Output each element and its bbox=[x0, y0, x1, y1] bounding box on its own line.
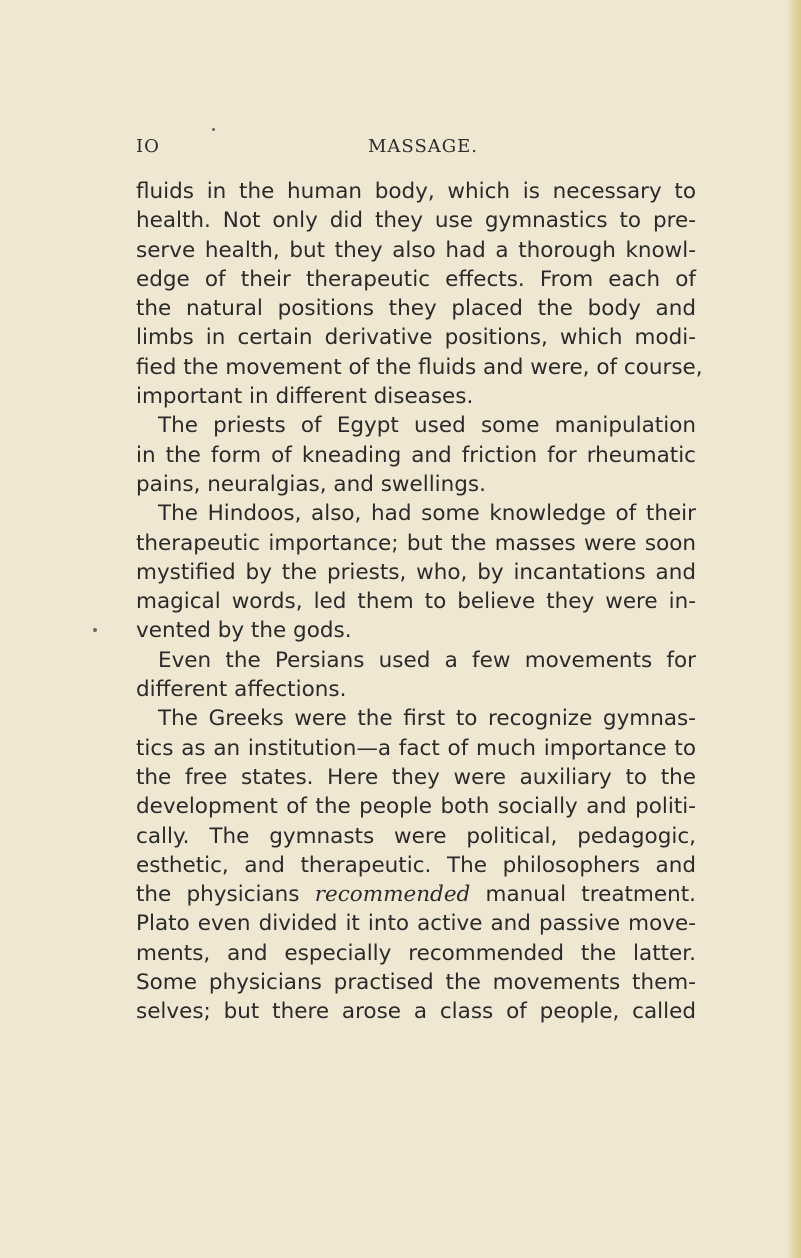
text-line: therapeutic importance; but the masses were soon bbox=[136, 530, 696, 556]
text-line: Some physicians practised the movements them- bbox=[136, 970, 696, 996]
italic-word: recommended bbox=[314, 882, 471, 908]
text-line: Even the Persians used a few movements for bbox=[158, 647, 696, 673]
text-line: The priests of Egypt used some manipulation bbox=[158, 413, 696, 439]
ink-speck bbox=[93, 628, 97, 632]
text-line: the free states. Here they were auxiliary to the bbox=[136, 764, 696, 790]
text-line: magical words, led them to believe they were in- bbox=[136, 589, 696, 615]
text-line: tics as an institution—a fact of much importance to bbox=[136, 735, 696, 761]
text-line: the natural positions they placed the body and bbox=[136, 296, 696, 322]
text-line: pains, neuralgias, and swellings. bbox=[136, 471, 486, 497]
text-segment: the physicians bbox=[136, 882, 315, 908]
text-line: vented by the gods. bbox=[136, 618, 352, 644]
text-line: The Greeks were the first to recognize gymnas- bbox=[158, 706, 696, 732]
text-line: selves; but there arose a class of people, called bbox=[136, 999, 696, 1025]
page-header bbox=[136, 136, 696, 164]
body-text bbox=[136, 177, 703, 1027]
text-line: fied the movement of the fluids and were, of course, bbox=[136, 354, 703, 380]
text-line: development of the people both socially and politi- bbox=[136, 794, 696, 820]
text-line: Plato even divided it into active and passive move- bbox=[136, 911, 696, 937]
text-line: esthetic, and therapeutic. The philosophers and bbox=[136, 852, 696, 878]
page-number: IO bbox=[136, 136, 160, 157]
text-line: health. Not only did they use gymnastics to pre- bbox=[136, 208, 696, 234]
text-line: different affections. bbox=[136, 677, 347, 703]
text-line: fluids in the human body, which is necessary to bbox=[136, 179, 696, 204]
text-line: cally. The gymnasts were political, pedagogic, bbox=[136, 823, 696, 849]
text-line: The Hindoos, also, had some knowledge of their bbox=[158, 501, 696, 527]
text-line-with-italic bbox=[136, 880, 696, 909]
text-line: limbs in certain derivative positions, which modi- bbox=[136, 325, 696, 351]
text-line: important in different diseases. bbox=[136, 384, 474, 410]
text-line: ments, and especially recommended the latter. bbox=[136, 940, 696, 966]
text-segment: manual treatment. bbox=[470, 882, 696, 908]
ink-speck bbox=[212, 128, 215, 131]
text-line: mystified by the priests, who, by incantations and bbox=[136, 559, 696, 585]
text-line: edge of their therapeutic effects. From each of bbox=[136, 266, 696, 292]
page-edge-shadow bbox=[787, 0, 801, 1258]
text-line: serve health, but they also had a thorough knowl- bbox=[136, 237, 696, 263]
text-line: in the form of kneading and friction for rheumatic bbox=[136, 442, 696, 468]
running-head: MASSAGE. bbox=[368, 136, 479, 157]
